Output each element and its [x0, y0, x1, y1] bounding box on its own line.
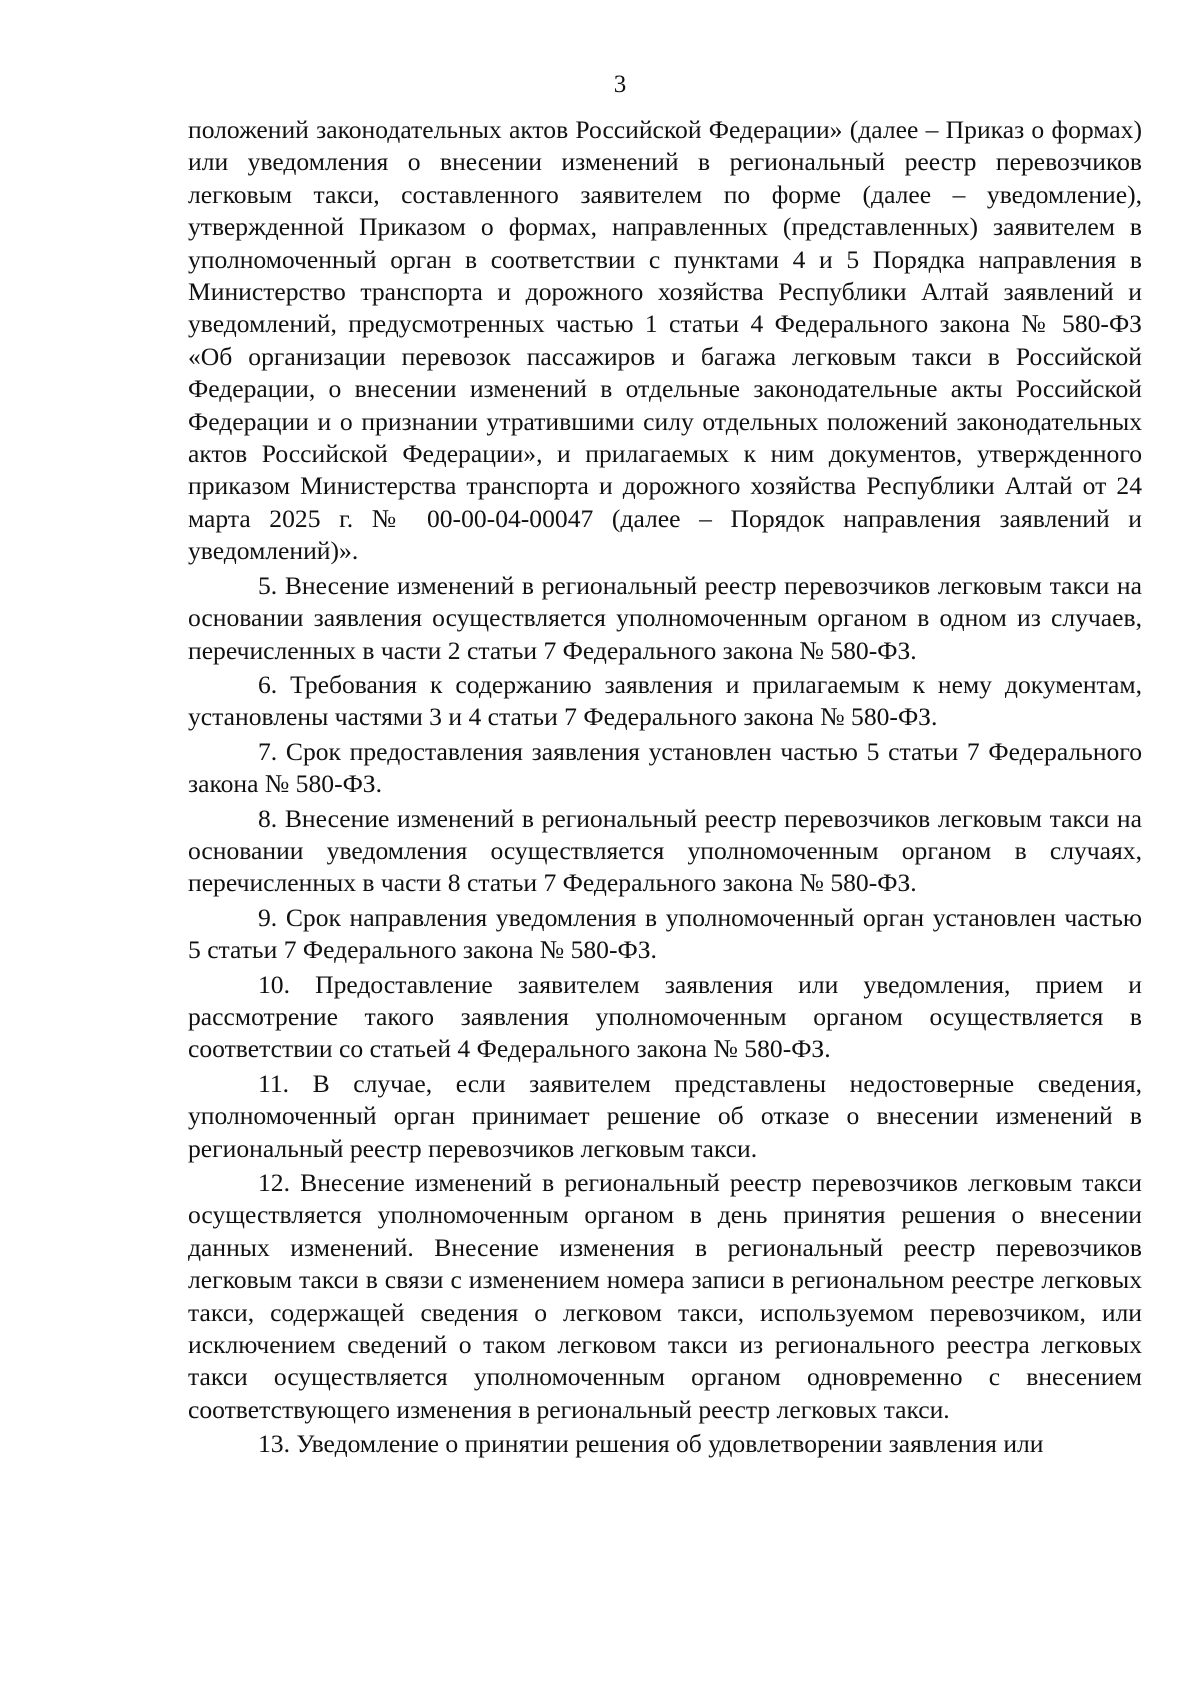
paragraph-item-8: 8. Внесение изменений в региональный реестр перевозчиков легковым такси на основании уведомления осуществляется уполномоченным органом в случаях, перечисленных в части 8 статьи 7 Федерального закона № 580-ФЗ.: [188, 803, 1142, 898]
page-number: 3: [613, 71, 627, 98]
paragraph-continuation: положений законодательных актов Российской Федерации» (далее – Приказ о формах) или уведомления о внесении изменений в региональный реестр перевозчиков легковым такси, составленного заявителем по форме (далее – уведомление), утвержденной Приказом о формах, направленных (представленных) заявителем в уполномоченный орган в соответствии с пунктами 4 и 5 Порядка направления в Министерство транспорта и дорожного хозяйства Республики Алтай заявлений и уведомлений, предусмотренных частью 1 статьи 4 Федерального закона № 580-ФЗ «Об организации перевозок пассажиров и багажа легковым такси в Российской Федерации, о внесении изменений в отдельные законодательные акты Российской Федерации и о признании утратившими силу отдельных положений законодательных актов Российской Федерации», и прилагаемых к ним документов, утвержденного приказом Министерства транспорта и дорожного хозяйства Республики Алтай от 24 марта 2025 г. № 00-00-04-00047 (далее – Порядок направления заявлений и уведомлений)».: [188, 115, 1142, 566]
paragraph-item-5: 5. Внесение изменений в региональный реестр перевозчиков легковым такси на основании заявления осуществляется уполномоченным органом в одном из случаев, перечисленных в части 2 статьи 7 Федерального закона № 580-ФЗ.: [188, 570, 1142, 665]
document-body: [188, 114, 1142, 1463]
paragraph-item-10: 10. Предоставление заявителем заявления или уведомления, прием и рассмотрение такого заявления уполномоченным органом осуществляется в соответствии со статьей 4 Федерального закона № 580-ФЗ.: [188, 969, 1142, 1064]
paragraph-item-11: 11. В случае, если заявителем представлены недостоверные сведения, уполномоченный орган принимает решение об отказе о внесении изменений в региональный реестр перевозчиков легковым такси.: [188, 1068, 1142, 1163]
paragraph-item-12: 12. Внесение изменений в региональный реестр перевозчиков легковым такси осуществляется уполномоченным органом в день принятия решения о внесении данных изменений. Внесение изменения в региональный реестр перевозчиков легковым такси в связи с изменением номера записи в региональном реестре легковых такси, содержащей сведения о легковом такси, используемом перевозчиком, или исключением сведений о таком легковом такси из регионального реестра легковых такси осуществляется уполномоченным органом одновременно с внесением соответствующего изменения в региональный реестр легковых такси.: [188, 1168, 1142, 1424]
paragraph-item-6: 6. Требования к содержанию заявления и прилагаемым к нему документам, установлены частями 3 и 4 статьи 7 Федерального закона № 580-ФЗ.: [188, 669, 1142, 732]
paragraph-item-9: 9. Срок направления уведомления в уполномоченный орган установлен частью 5 статьи 7 Федерального закона № 580-ФЗ.: [188, 902, 1142, 965]
paragraph-item-7: 7. Срок предоставления заявления установлен частью 5 статьи 7 Федерального закона № 580-ФЗ.: [188, 736, 1142, 799]
paragraph-item-13: 13. Уведомление о принятии решения об удовлетворении заявления или: [258, 1429, 1044, 1459]
